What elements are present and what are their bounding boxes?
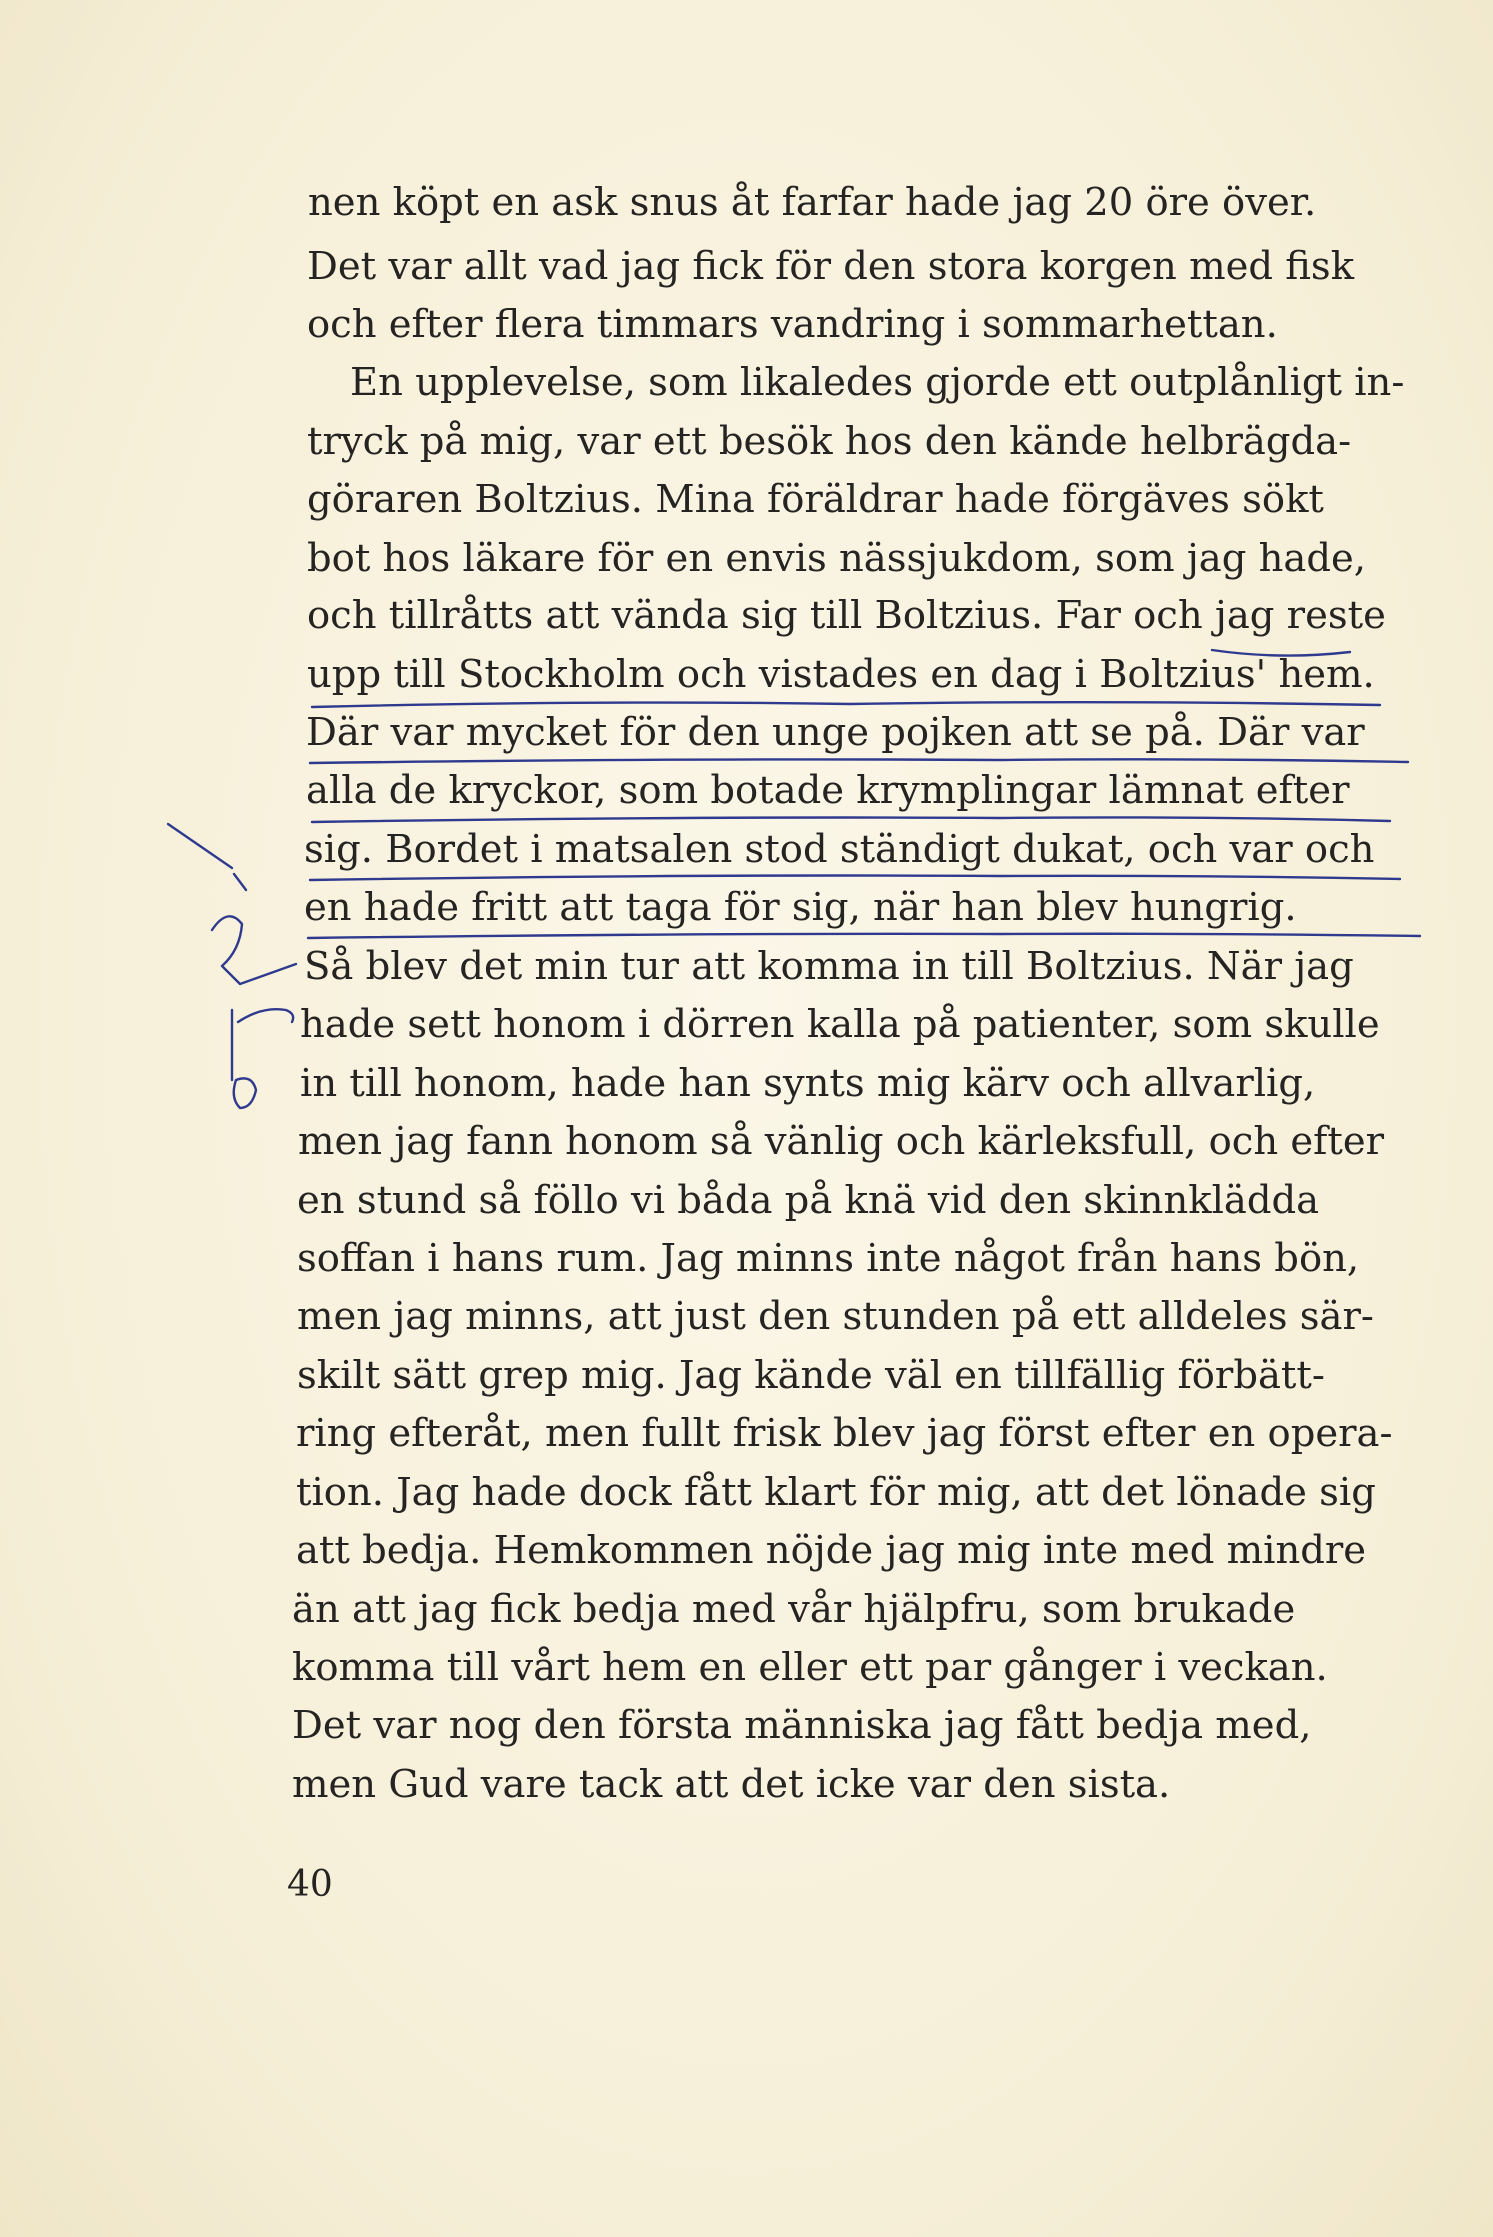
text-line: upp till Stockholm och vistades en dag i Boltzius' hem. [307,652,1375,697]
text-line: men Gud vare tack att det icke var den sista. [292,1762,1171,1807]
text-line: alla de kryckor, som botade krymplingar lämnat efter [306,768,1350,813]
text-line: men jag fann honom så vänlig och kärleksfull, och efter [298,1119,1385,1164]
page-number: 40 [287,1864,333,1905]
pen-underline [310,876,1400,881]
text-line: sig. Bordet i matsalen stod ständigt dukat, och var och [304,827,1375,872]
text-line: tion. Jag hade dock fått klart för mig, att det lönade sig [296,1470,1376,1515]
text-line: Det var nog den första människa jag fått bedja med, [292,1703,1312,1748]
text-line: in till honom, hade han synts mig kärv och allvarlig, [300,1061,1316,1106]
text-line: skilt sätt grep mig. Jag kände väl en tillfällig förbätt- [297,1353,1325,1398]
text-line: göraren Boltzius. Mina föräldrar hade förgäves sökt [307,477,1324,522]
pen-underline [308,934,1420,938]
text-line: en stund så föllo vi båda på knä vid den skinnklädda [297,1178,1320,1223]
text-line: En upplevelse, som likaledes gjorde ett outplånligt in- [350,360,1405,405]
text-line: och tillråtts att vända sig till Boltzius. Far och jag reste [307,593,1386,638]
pen-margin-slash [168,824,232,868]
pen-underline [1212,650,1350,656]
text-line: bot hos läkare för en envis nässjukdom, som jag hade, [307,536,1367,581]
text-line: Där var mycket för den unge pojken att se på. Där var [306,710,1365,755]
pen-underline [312,702,1380,707]
text-line: men jag minns, att just den stunden på ett alldeles sär- [297,1294,1374,1339]
pen-underline [310,759,1408,763]
text-line: komma till vårt hem en eller ett par gånger i veckan. [292,1645,1328,1690]
text-line: än att jag fick bedja med vår hjälpfru, som brukade [292,1587,1296,1632]
text-line: hade sett honom i dörren kalla på patienter, som skulle [300,1002,1380,1047]
pen-margin-slash [234,874,246,890]
text-line: nen köpt en ask snus åt farfar hade jag 20 öre över. [308,180,1317,225]
pen-margin-digit-two [212,916,296,984]
text-line: Det var allt vad jag fick för den stora korgen med fisk [307,244,1355,289]
pen-margin-digit-zero [234,1078,256,1108]
pen-underline [312,817,1390,822]
text-line: soffan i hans rum. Jag minns inte något från hans bön, [297,1236,1360,1281]
text-line: ring efteråt, men fullt frisk blev jag först efter en opera- [296,1411,1393,1456]
text-line: och efter flera timmars vandring i sommarhettan. [307,302,1278,347]
text-line: tryck på mig, var ett besök hos den kände helbrägda- [307,419,1352,464]
text-line: att bedja. Hemkommen nöjde jag mig inte med mindre [296,1528,1367,1573]
pen-margin-digit-seven [232,1009,293,1080]
text-line: Så blev det min tur att komma in till Boltzius. När jag [304,944,1354,989]
text-line: en hade fritt att taga för sig, när han blev hungrig. [304,885,1297,930]
